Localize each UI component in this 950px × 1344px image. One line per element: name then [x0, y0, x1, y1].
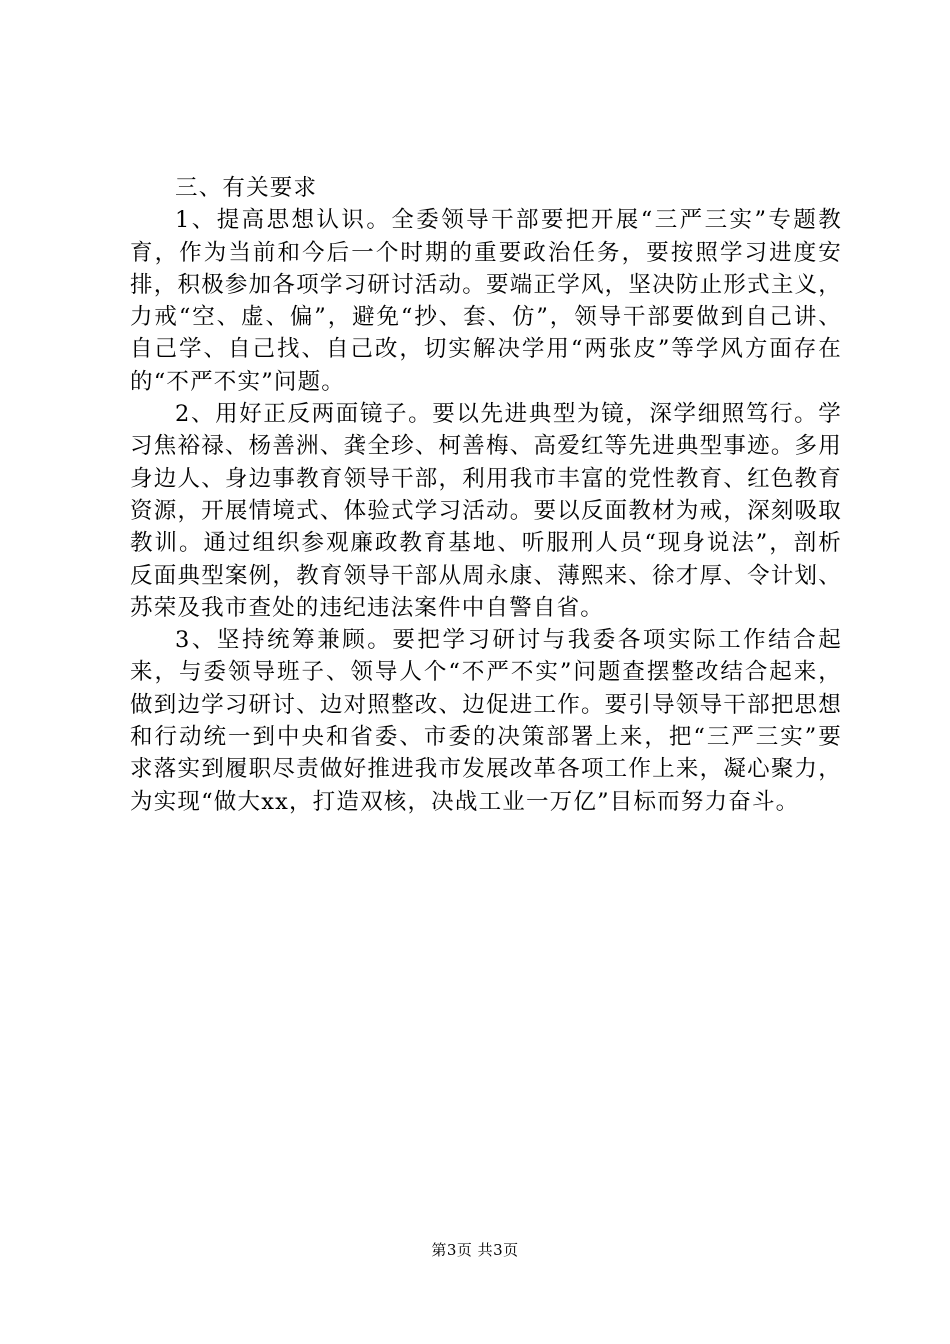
page-number-footer: 第3页 共3页 [431, 1241, 519, 1259]
paragraph-requirement-2: 2、用好正反两面镜子。要以先进典型为镜，深学细照笃行。学习焦裕禄、杨善洲、龚全珍、柯善梅、高爱红等先进典型事迹。多用身边人、身边事教育领导干部，利用我市丰富的党性教育、红色教育资源，开展情境式、体验式学习活动。要以反面教材为戒，深刻吸取教训。通过组织参观廉政教育基地、听服刑人员“现身说法”，剖析反面典型案例，教育领导干部从周永康、薄熙来、徐才厚、令计划、苏荣及我市查处的违纪违法案件中自警自省。 [130, 401, 842, 621]
document-body [130, 172, 842, 818]
paragraph-requirement-3: 3、坚持统筹兼顾。要把学习研讨与我委各项实际工作结合起来，与委领导班子、领导人个“不严不实”问题查摆整改结合起来，做到边学习研讨、边对照整改、边促进工作。要引导领导干部把思想和行动统一到中央和省委、市委的决策部署上来，把“三严三实”要求落实到履职尽责做好推进我市发展改革各项工作上来，凝心聚力，为实现“做大xx，打造双核，决战工业一万亿”目标而努力奋斗。 [130, 627, 842, 815]
paragraph-requirement-1: 1、提高思想认识。全委领导干部要把开展“三严三实”专题教育，作为当前和今后一个时期的重要政治任务，要按照学习进度安排，积极参加各项学习研讨活动。要端正学风，坚决防止形式主义，力戒“空、虚、偏”，避免“抄、套、仿”，领导干部要做到自己讲、自己学、自己找、自己改，切实解决学用“两张皮”等学风方面存在的“不严不实”问题。 [130, 207, 842, 395]
section-heading: 三、有关要求 [175, 175, 318, 201]
